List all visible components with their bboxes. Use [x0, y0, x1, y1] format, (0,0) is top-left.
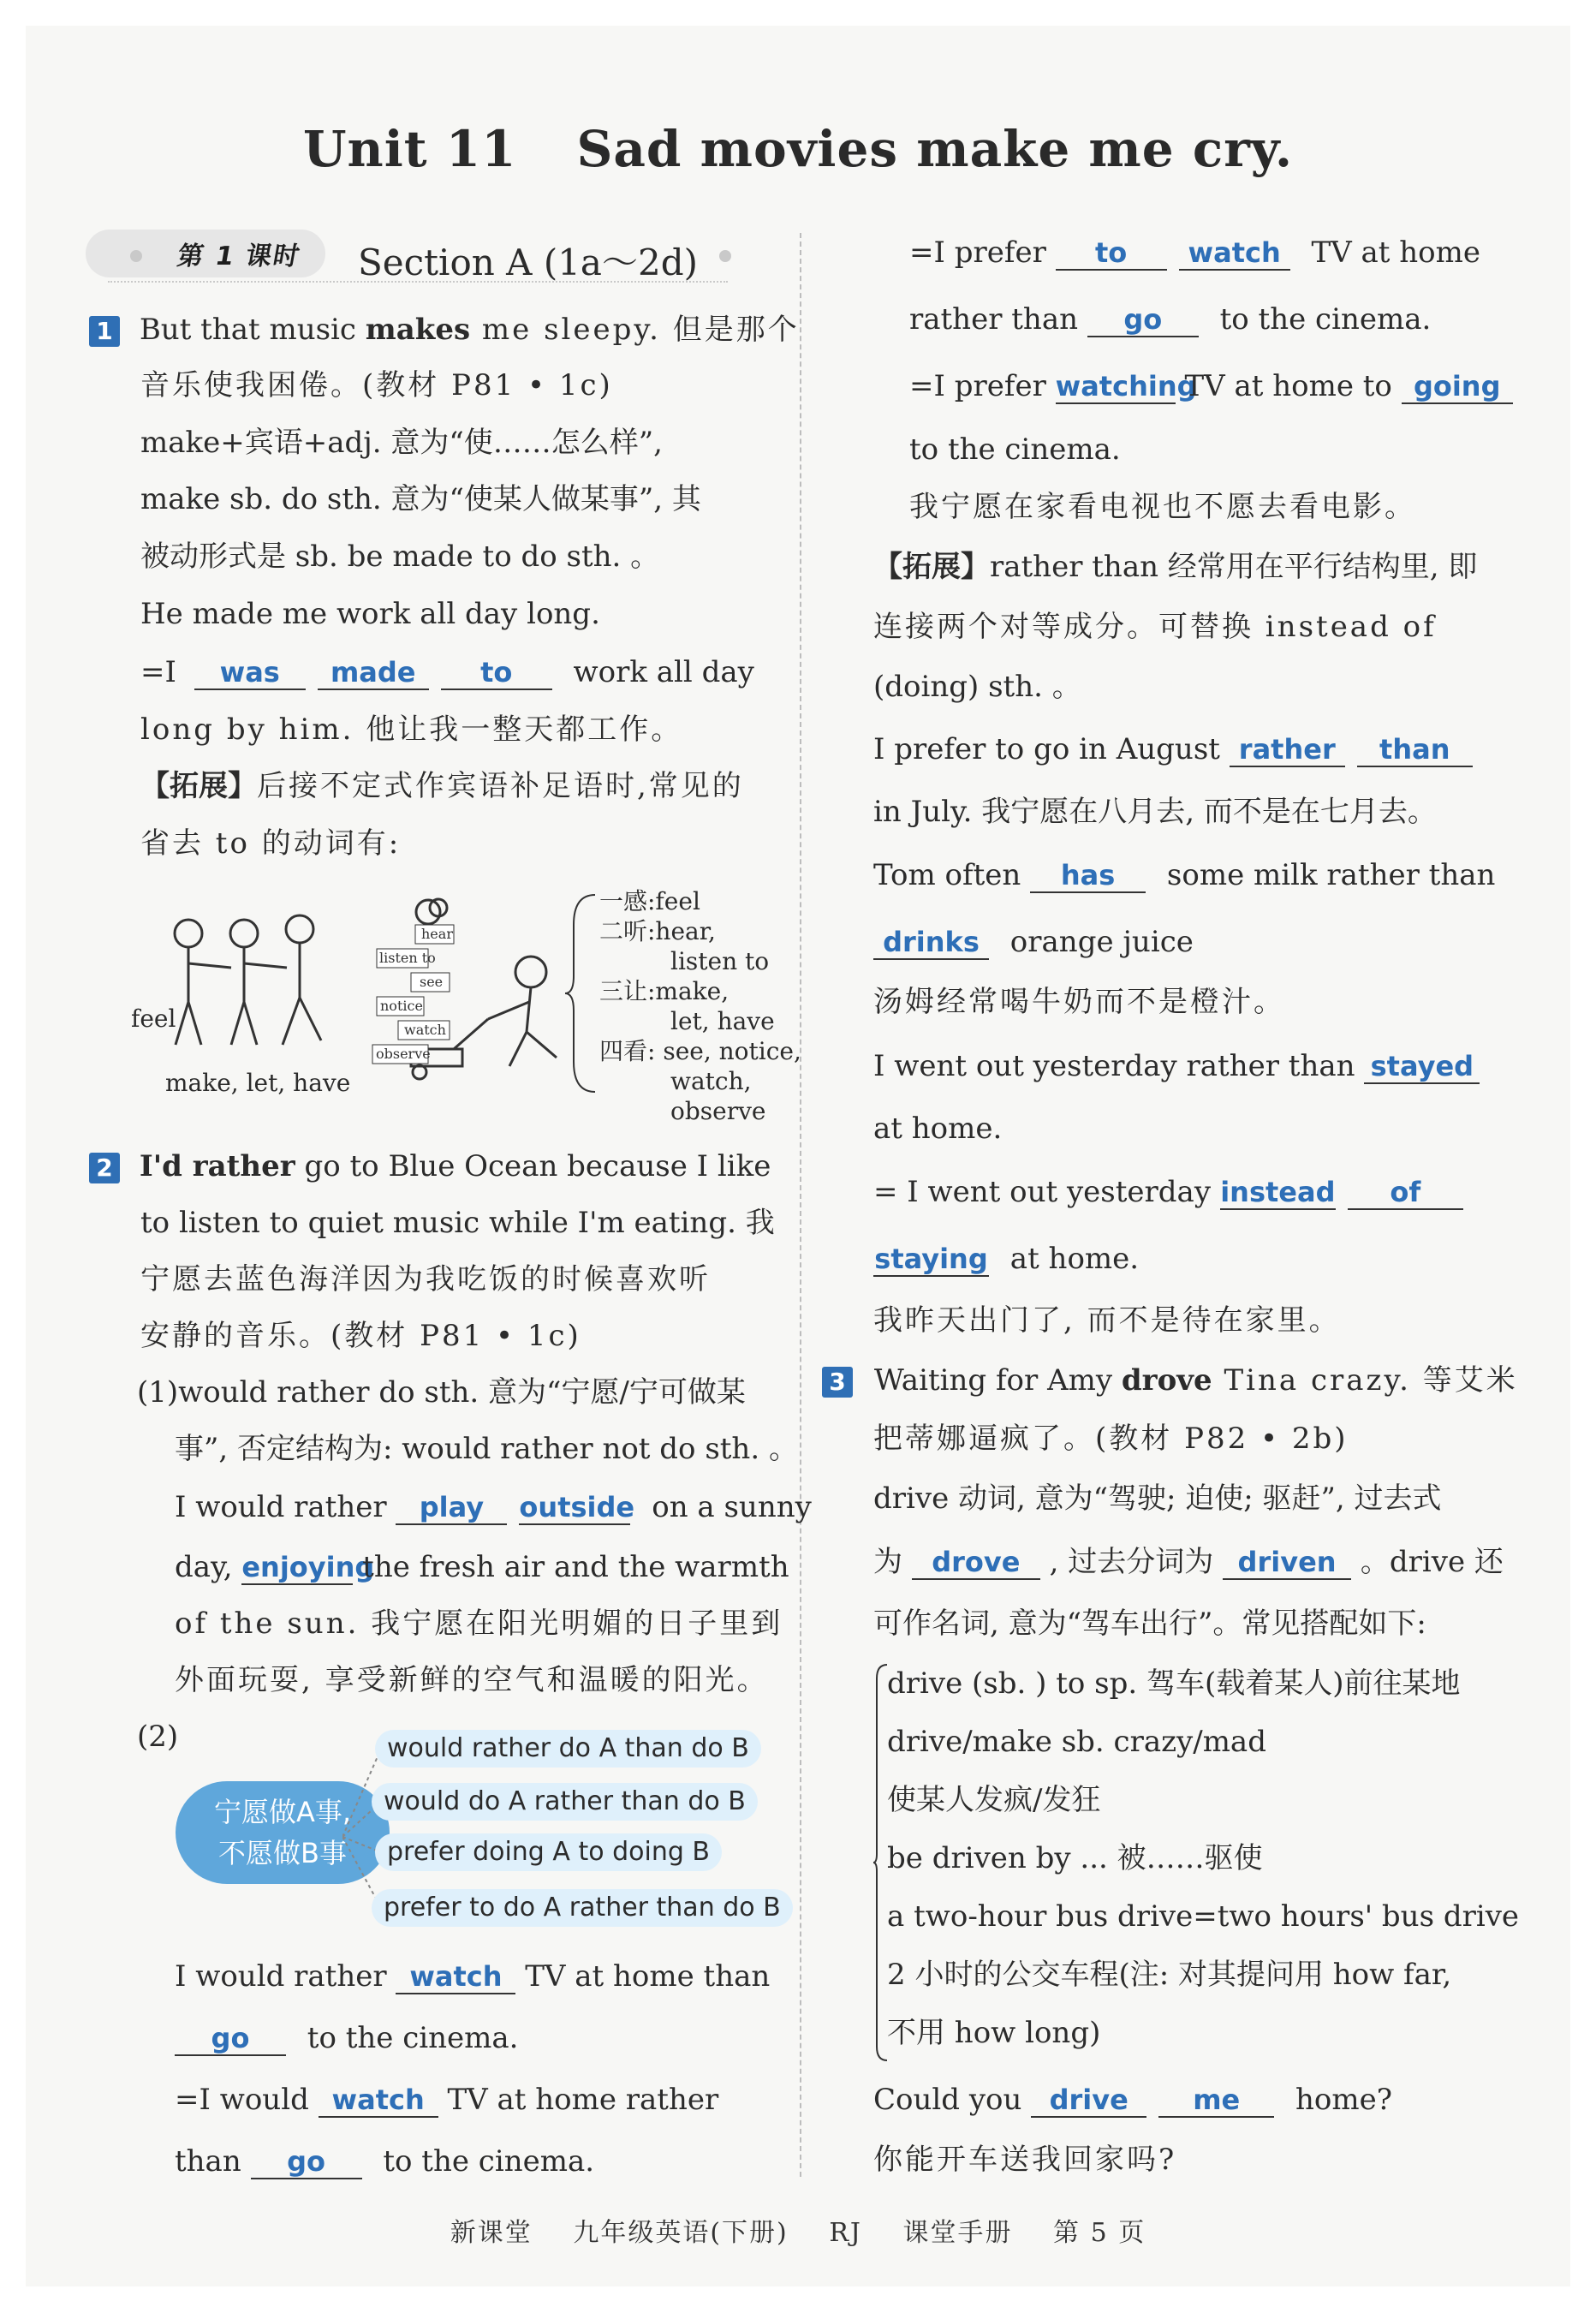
- item3-line2: 把蒂娜逼疯了。(教材 P82 • 2b): [873, 1422, 1349, 1456]
- unit-title: Sad movies make me cry.: [576, 120, 1294, 178]
- item3-bracket-line1: drive (sb. ) to sp. 驾车(载着某人)前往某地: [887, 1666, 1461, 1701]
- blank-answer: watch: [319, 2083, 438, 2118]
- blank-answer: instead: [1220, 1176, 1336, 1208]
- blank-answer: watching: [1055, 370, 1197, 402]
- blank-answer: going: [1402, 370, 1513, 404]
- blank-answer: of: [1348, 1176, 1463, 1210]
- right-line16: = I went out yesterday instead of: [873, 1175, 1463, 1210]
- blank-answer: stayed: [1364, 1050, 1480, 1084]
- dotted-divider: [108, 281, 728, 283]
- item3-bracket-line5: a two-hour bus drive=two hours' bus drive: [887, 1899, 1520, 1934]
- item1-line1: 1 But that music makes me sleepy. 但是那个: [89, 313, 800, 347]
- footer-handbook: 课堂手册: [902, 2218, 1013, 2248]
- blank-answer: drinks: [873, 926, 989, 960]
- right-line11: Tom often has some milk rather than: [873, 858, 1496, 892]
- item2-p1-line5: of the sun. 我宁愿在阳光明媚的日子里到: [175, 1607, 783, 1641]
- item2-example1: I would rather watch TV at home than: [175, 1959, 771, 1994]
- page-title: [0, 120, 1596, 178]
- page-footer: [0, 2211, 1596, 2249]
- item3-line3: drive 动词, 意为“驾驶; 迫使; 驱赶”, 过去式: [873, 1481, 1442, 1516]
- item3-line4: 为 drove , 过去分词为 driven 。drive 还: [873, 1545, 1504, 1579]
- item1-line10: 省去 to 的动词有:: [140, 826, 402, 861]
- item3-translation: 你能开车送我回家吗?: [873, 2143, 1177, 2177]
- illus-label-feel: feel: [131, 1004, 176, 1033]
- right-line13: 汤姆经常喝牛奶而不是橙汁。: [873, 985, 1285, 1019]
- footer-book: 九年级英语(下册): [573, 2218, 789, 2248]
- right-line17: staying at home.: [874, 1242, 1140, 1276]
- verb-group-feel: 一感:feel: [599, 887, 700, 915]
- right-line12: drinks orange juice: [873, 925, 1194, 960]
- verb-listen-to: listen to: [670, 947, 770, 975]
- illus-box-see: see: [420, 974, 444, 990]
- right-line1: =I prefer to watch TV at home: [909, 235, 1480, 270]
- footer-brand: 新课堂: [450, 2218, 533, 2248]
- item2-p2-label: (2): [137, 1720, 179, 1754]
- item2-example2: go to the cinema.: [175, 2021, 519, 2056]
- blank-answer: watch: [396, 1960, 515, 1994]
- item1-line5: 被动形式是 sb. be made to do sth. 。: [140, 540, 660, 574]
- right-line14: I went out yesterday rather than stayed: [873, 1049, 1480, 1084]
- column-divider: [800, 233, 801, 2177]
- brace-icon: [565, 891, 599, 1096]
- right-line6: 【拓展】rather than 经常用在平行结构里, 即: [873, 550, 1478, 584]
- right-line4: to the cinema.: [909, 432, 1121, 467]
- blank-answer: was: [194, 656, 306, 690]
- blank-answer: staying: [874, 1243, 988, 1275]
- comparison-ellipse: 宁愿做A事, 不愿做B事: [176, 1781, 390, 1884]
- item2-line4: 安静的音乐。(教材 P81 • 1c): [140, 1319, 581, 1353]
- blank-answer: made: [318, 656, 429, 690]
- item1-line3: make+宾语+adj. 意为“使……怎么样”,: [140, 426, 663, 460]
- section-title: Section A (1a～2d): [358, 241, 698, 283]
- item2-p1-line2: 事”, 否定结构为: would rather not do sth. 。: [175, 1432, 798, 1466]
- item1-line7: =I was made to work all day: [140, 655, 754, 689]
- pattern-bubble: would do A rather than do B: [372, 1783, 758, 1821]
- item-number-badge: 2: [89, 1153, 120, 1183]
- item-number-badge: 1: [89, 316, 120, 347]
- item2-line2: to listen to quiet music while I'm eating. 我: [140, 1206, 775, 1240]
- item3-line1: 3 Waiting for Amy drove Tina crazy. 等艾米: [822, 1363, 1518, 1398]
- blank-answer: outside: [519, 1491, 635, 1523]
- blank-answer: to: [441, 656, 552, 690]
- illus-box-listen: listen to: [379, 950, 436, 966]
- item1-line6: He made me work all day long.: [140, 597, 600, 631]
- page-number: 第 5 页: [1053, 2218, 1146, 2248]
- right-line9: I prefer to go in August rather than: [873, 732, 1473, 767]
- blank-answer: has: [1030, 859, 1146, 893]
- blank-answer: enjoying: [241, 1551, 375, 1583]
- item3-bracket-line2: drive/make sb. crazy/mad: [887, 1725, 1266, 1759]
- item2-example4: than go to the cinema.: [175, 2144, 595, 2179]
- blank-answer: drove: [912, 1546, 1040, 1580]
- verb-watch: watch,: [670, 1067, 752, 1095]
- right-line2: rather than go to the cinema.: [909, 302, 1432, 337]
- item3-bracket-line4: be driven by ... 被……驱使: [887, 1841, 1263, 1875]
- item2-p1-line6: 外面玩耍, 享受新鲜的空气和温暖的阳光。: [175, 1663, 769, 1697]
- right-line10: in July. 我宁愿在八月去, 而不是在七月去。: [873, 795, 1437, 829]
- item2-line3: 宁愿去蓝色海洋因为我吃饭的时候喜欢听: [140, 1262, 711, 1297]
- blank-answer: rather: [1230, 733, 1345, 767]
- blank-answer: watch: [1179, 236, 1290, 271]
- right-line7: 连接两个对等成分。可替换 instead of: [873, 610, 1437, 644]
- section-header: [86, 230, 753, 281]
- dot-icon: [719, 250, 731, 262]
- pattern-bubble: would rather do A than do B: [375, 1730, 761, 1768]
- item2-p1-line1: (1)would rather do sth. 意为“宁愿/宁可做某: [137, 1375, 746, 1410]
- item3-bracket-line6: 2 小时的公交车程(注: 对其提问用 how far,: [887, 1958, 1452, 1992]
- item1-line8: long by him. 他让我一整天都工作。: [140, 712, 683, 747]
- item-number-badge: 3: [822, 1367, 853, 1398]
- unit-number: Unit 11: [302, 120, 517, 178]
- item1-line2: 音乐使我困倦。(教材 P81 • 1c): [140, 368, 613, 402]
- illus-box-notice: notice: [380, 998, 423, 1014]
- verb-group-hear: 二听:hear,: [599, 917, 716, 945]
- pattern-bubble: prefer doing A to doing B: [375, 1833, 722, 1871]
- illus-box-hear: hear: [421, 926, 453, 942]
- item3-example: Could you drive me home?: [873, 2083, 1392, 2117]
- verb-observe: observe: [670, 1097, 766, 1125]
- verb-let-have: let, have: [670, 1007, 775, 1035]
- right-line5: 我宁愿在家看电视也不愿去看电影。: [909, 490, 1416, 524]
- item2-example3: =I would watch TV at home rather: [175, 2083, 719, 2117]
- blank-answer: go: [175, 2022, 286, 2056]
- blank-answer: go: [251, 2145, 362, 2179]
- item1-line9: 【拓展】后接不定式作宾语补足语时,常见的: [140, 769, 744, 803]
- illus-label-make: make, let, have: [165, 1069, 351, 1097]
- pattern-bubble: prefer to do A rather than do B: [372, 1889, 793, 1927]
- verb-group-make: 三让:make,: [599, 977, 730, 1005]
- blank-answer: to: [1056, 236, 1167, 271]
- illus-box-watch: watch: [404, 1022, 446, 1038]
- verb-group-see: 四看: see, notice,: [599, 1037, 801, 1065]
- blank-answer: go: [1087, 303, 1199, 337]
- blank-answer: than: [1357, 733, 1473, 767]
- item3-bracket-line7: 不用 how long): [887, 2016, 1101, 2050]
- blank-answer: me: [1158, 2083, 1274, 2118]
- item1-line4: make sb. do sth. 意为“使某人做某事”, 其: [140, 482, 701, 516]
- right-line8: (doing) sth. 。: [873, 670, 1081, 704]
- footer-edition: RJ: [829, 2218, 862, 2248]
- lesson-tag: 第 1 课时: [175, 241, 304, 271]
- illus-box-observe: observe: [376, 1046, 431, 1062]
- right-line15: at home.: [873, 1112, 1003, 1146]
- item2-line1: 2 I'd rather go to Blue Ocean because I like: [89, 1149, 771, 1183]
- item2-p1-line3: I would rather play outside on a sunny: [175, 1490, 812, 1524]
- item3-line5: 可作名词, 意为“驾车出行”。常见搭配如下:: [873, 1607, 1426, 1641]
- blank-answer: driven: [1223, 1546, 1351, 1580]
- illustration-kids: [128, 891, 591, 1096]
- item2-p1-line4: day, enjoying the fresh air and the warmth: [175, 1550, 789, 1584]
- item3-bracket-line3: 使某人发疯/发狂: [887, 1783, 1101, 1817]
- right-line18: 我昨天出门了, 而不是待在家里。: [873, 1303, 1341, 1338]
- right-line3: =I prefer watching TV at home to going: [909, 369, 1513, 404]
- blank-answer: drive: [1031, 2083, 1146, 2118]
- dot-icon: [130, 250, 142, 262]
- blank-answer: play: [396, 1491, 507, 1525]
